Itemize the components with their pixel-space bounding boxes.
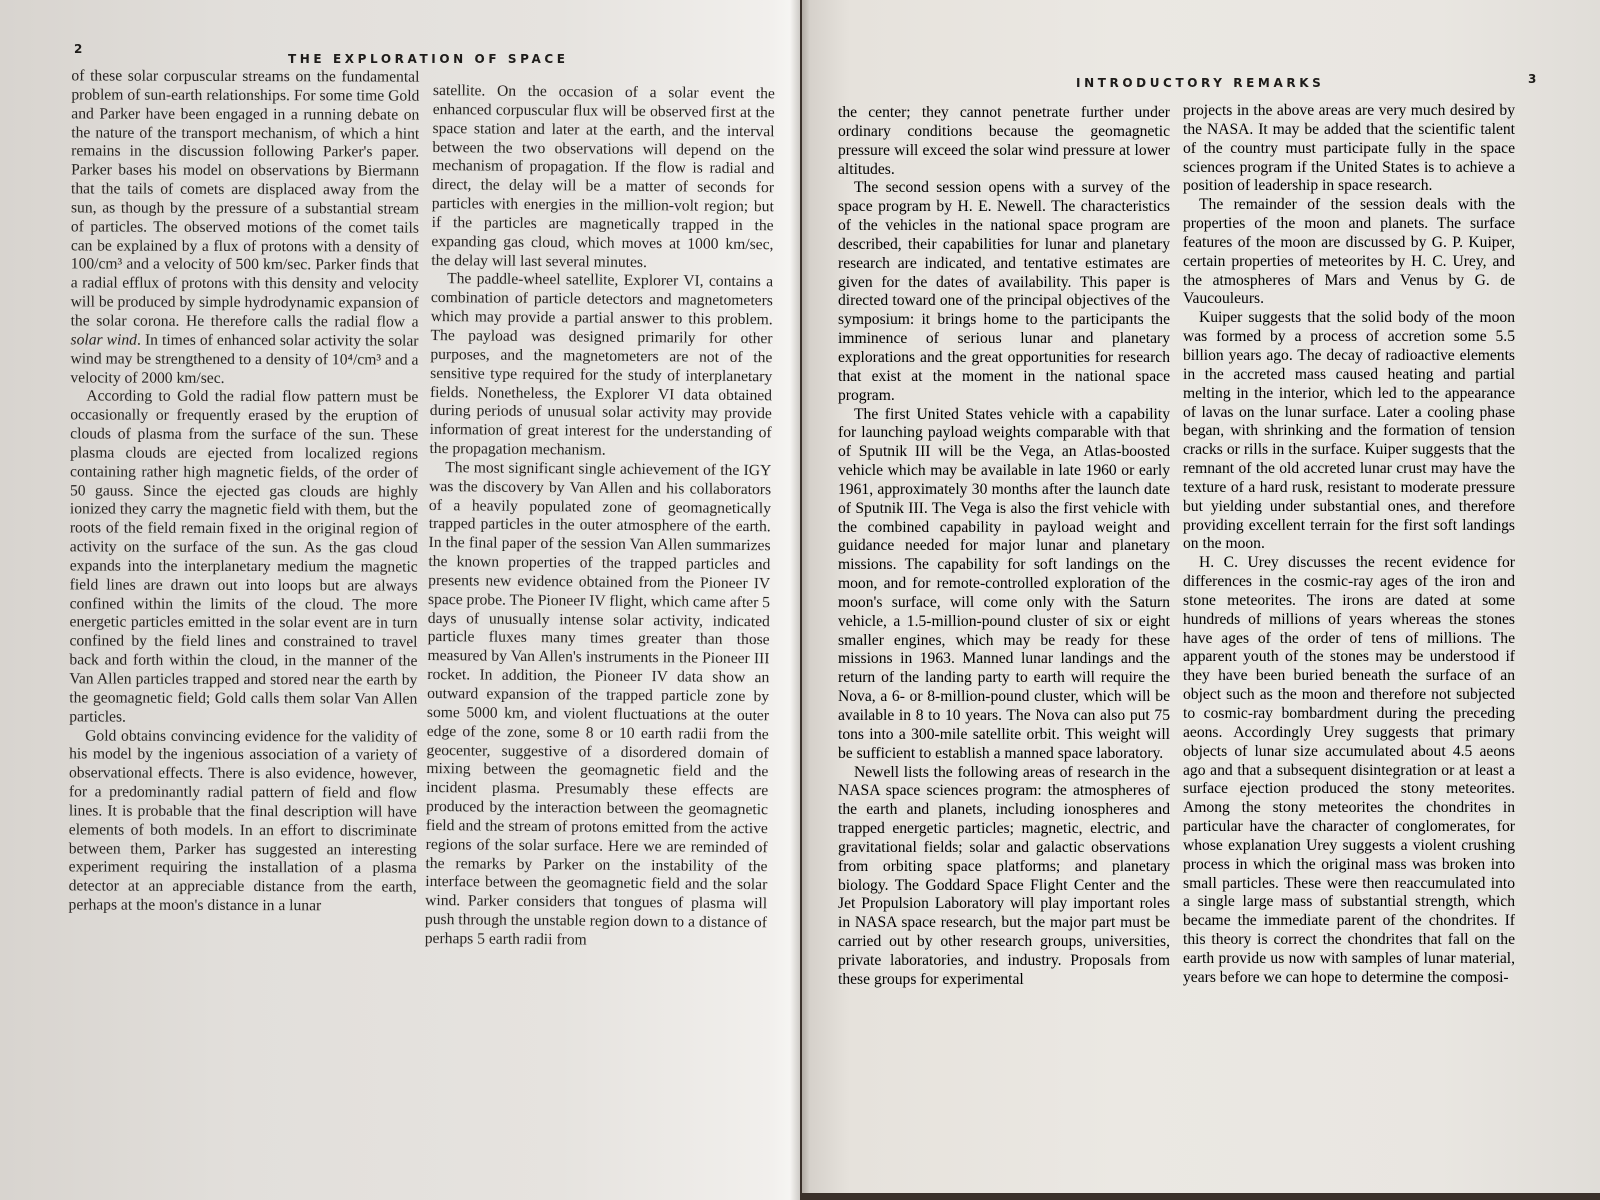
page-number: 2: [74, 42, 83, 56]
text-column-4: [1183, 102, 1515, 988]
page-number: 3: [1528, 72, 1537, 86]
paragraph: According to Gold the radial flow pattern must be occasionally or frequently erased by the eruption of clouds of plasma from the surface of the sun. These plasma clouds are ejected from localized regions containing rather high magnetic fields, of the order of 50 gauss. Since the ejected gas clouds are highly ionized they carry the magnetic field with them, but the roots of the field remain fixed in the original region of activity on the surface of the sun. As the gas cloud expands into the interplanetary medium the magnetic field lines are drawn out into loops but are always confined within the limits of the cloud. The more energetic particles emitted in the solar event are in turn confined by the field lines and constrained to travel back and forth within the cloud, in the manner of the Van Allen particles trapped and stored near the earth by the geomagnetic field; Gold calls them solar Van Allen particles.: [69, 387, 419, 726]
paragraph: The paddle-wheel satellite, Explorer VI, contains a combination of particle detectors and magnetometers which may provide a partial answer to this problem. The payload was designed primarily for other purposes, and the magnetometers are not of the sensitive type required for the study of interplanetary fields. Nonetheless, the Explorer VI data obtained during periods of unusual solar activity may provide information of great interest for the understanding of the propagation mechanism.: [429, 270, 774, 459]
text-column-2: [425, 82, 775, 952]
paragraph: of these solar corpuscular streams on the fundamental problem of sun-earth relationships. For some time Gold and Parker have been engaged in a running debate on the nature of the transport mechanism, of which a hint remains in the discussion following Parker's paper. Parker bases his model on observations by Biermann that the tails of comets are displaced away from the sun, as though by the pressure of a substantial stream of particles. The observed motions of the comet tails can be explained by a flux of protons with a density of 100/cm³ and a velocity of 500 km/sec. Parker finds that a radial efflux of protons with this density and velocity will be produced by simple hydrodynamic expansion of the solar corona. He therefore calls the radial flow a solar wind. In times of enhanced solar activity the solar wind may be strengthened to a density of 10⁴/cm³ and a velocity of 2000 km/sec.: [70, 67, 420, 387]
paragraph: The remainder of the session deals with the properties of the moon and planets. The surface features of the moon are discussed by G. P. Kuiper, certain properties of meteorites by H. C. Urey, and the atmospheres of Mars and Venus by G. de Vaucouleurs.: [1183, 196, 1515, 308]
paragraph: satellite. On the occasion of a solar event the enhanced corpuscular flux will be observed first at the space station and later at the earth, and the interval between the two observations will depend on the mechanism of propagation. If the flow is radial and direct, the delay will be a matter of seconds for particles with energies in the million-volt region; but if the particles are magnetically trapped in the expanding gas cloud, which moves at 1000 km/sec, the delay will last several minutes.: [431, 82, 775, 271]
paragraph: The second session opens with a survey of the space program by H. E. Newell. The characteristics of the vehicles in the national space program are described, their capabilities for lunar and planetary research are indicated, and tentative estimates are given for the dates of availability. This paper is directed toward one of the principal objectives of the symposium: it brings home to the participants the imminence of serious lunar and planetary explorations and the great opportunities for research that exist at the moment in the national space program.: [838, 179, 1170, 404]
paragraph: Kuiper suggests that the solid body of the moon was formed by a process of accretion some 5.5 billion years ago. The decay of radioactive elements in the accreted mass caused heating and partial melting in the interior, which led to the appearance of lavas on the lunar surface. Later a cooling phase began, with shrinking and the formation of tension cracks or rills in the surface. Kuiper suggests that the remnant of the old accreted lunar crust may have the texture of a hard rusk, resistant to moderate pressure but yielding under substantial ones, and therefore providing excellent terrain for the first soft landings on the moon.: [1183, 309, 1515, 553]
book-bottom-edge: [800, 1193, 1600, 1200]
paragraph: The most significant single achievement of the IGY was the discovery by Van Allen and his collaborators of a heavily populated zone of geomagnetically trapped particles in the outer atmosphere of the earth. In the final paper of the session Van Allen summarizes the known properties of the trapped particles and presents new evidence obtained from the Pioneer IV space probe. The Pioneer IV flight, which came after 5 days of unusually intense solar activity, indicated particle fluxes many times greater than those measured by Van Allen's instruments in the Pioneer III rocket. In addition, the Pioneer IV data show an outward expansion of the trapped particle zone by some 5000 km, and violent fluctuations at the outer edge of the zone, some 8 or 10 earth radii from the geocenter, suggestive of a disordered domain of mixing between the geomagnetic field and the incident plasma. Presumably these effects are produced by the interaction between the geomagnetic field and the stream of protons emitted from the active regions of the solar surface. Here we are reminded of the remarks by Parker on the instability of the interface between the geomagnetic field and the solar wind. Parker considers that tongues of plasma will push through the unstable region down to a distance of perhaps 5 earth radii from: [424, 459, 772, 949]
text-column-1: [69, 67, 420, 916]
paragraph: Gold obtains convincing evidence for the validity of his model by the ingenious association of a variety of observational effects. There is also evidence, however, for a predominantly radial pattern of field and flow lines. It is probable that the final description will have elements of both models. In an effort to discriminate between them, Parker has suggested an interesting experiment requiring the installation of a plasma detector at an appreciable distance from the earth, perhaps at the moon's distance in a lunar: [68, 726, 418, 915]
paragraph: projects in the above areas are very much desired by the NASA. It may be added that the scientific talent of the country must participate fully in the space sciences program if the United States is to achieve a position of leadership in space research.: [1183, 102, 1515, 195]
running-head: INTRODUCTORY REMARKS: [1076, 76, 1325, 90]
paragraph: The first United States vehicle with a capability for launching payload weights comparable with that of Sputnik III will be the Vega, an Atlas-boosted vehicle which may be available in late 1960 or early 1961, approximately 30 months after the launch date of Sputnik III. The Vega is also the first vehicle with the combined capability in payload weight and guidance needed for major lunar and planetary missions. The capability for soft landings on the moon, and for remote-controlled exploration of the moon's surface, will come only with the Saturn vehicle, a 1.5-million-pound cluster of six or eight smaller engines, which may be ready for these missions in 1963. Manned lunar landings and the return of the landing party to earth will require the Nova, a 6- or 8-million-pound cluster, which will be available in 8 to 10 years. The Nova can also put 75 tons into a 300-mile satellite orbit. This weight will be sufficient to establish a manned space laboratory.: [838, 405, 1170, 762]
paragraph: H. C. Urey discusses the recent evidence for differences in the cosmic-ray ages of the iron and stone meteorites. The irons are dated at some hundreds of millions of years whereas the stones have ages of the order of tens of millions. The apparent youth of the stones may be understood if they have been buried beneath the surface of an object such as the moon and therefore not subjected to cosmic-ray bombardment during the preceding aeons. Accordingly Urey suggests that primary objects of lunar size accumulated about 4.5 aeons ago and that a subsequent disintegration or at least a surface ejection produced the stony meteorites. Among the stony meteorites the chondrites in particular have the character of conglomerates, for whose explanation Urey suggests a violent crushing process in which the original mass was broken into small particles. These were then reaccumulated into a single large mass of substantial strength, which became the immediate parent of the chondrites. If this theory is correct the chondrites that fall on the earth provide us now with samples of lunar material, years before we can hope to determine the composi-: [1183, 554, 1515, 986]
emphasized-term: solar wind: [70, 331, 138, 349]
paragraph: Newell lists the following areas of research in the NASA space sciences program: the atmospheres of the earth and planets, including ionospheres and trapped energetic particles; magnetic, electric, and gravitational fields; solar and galactic observations from orbiting space platforms; and planetary biology. The Goddard Space Flight Center and the Jet Propulsion Laboratory will play important roles in NASA space research, but the major part must be carried out by other research groups, universities, private laboratories, and industry. Proposals from these groups for experimental: [838, 763, 1170, 988]
text-column-3: [838, 104, 1170, 990]
running-head: THE EXPLORATION OF SPACE: [288, 52, 569, 66]
paragraph: the center; they cannot penetrate further under ordinary conditions because the geomagnetic pressure will exceed the solar wind pressure at lower altitudes.: [838, 104, 1170, 178]
book-gutter: [790, 0, 810, 1200]
